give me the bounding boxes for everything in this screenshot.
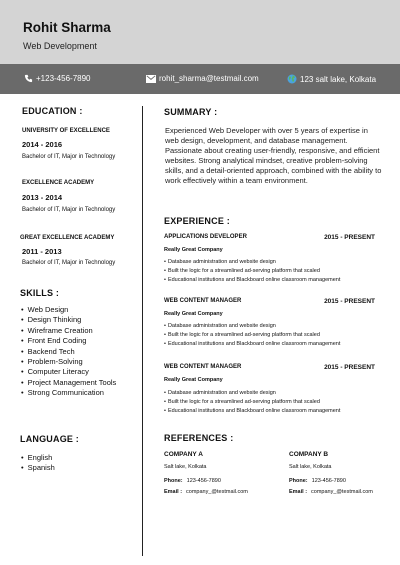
job-company: Really Great Company	[164, 377, 223, 383]
job-bullet: • Educational institutions and Blackboard online classroom management	[164, 276, 340, 285]
reference-phone	[289, 478, 346, 484]
contact-address[interactable]	[287, 74, 376, 84]
mail-icon	[146, 75, 156, 83]
language-item: • Spanish	[21, 463, 55, 473]
skills-list	[21, 305, 116, 399]
job-bullet: • Educational institutions and Blackboard online classroom management	[164, 340, 340, 349]
phone-icon	[24, 74, 33, 83]
education-degree: Bachelor of IT, Major in Technology	[22, 260, 116, 266]
reference-location: Salt lake, Kolkata	[289, 464, 332, 470]
job-company: Really Great Company	[164, 311, 223, 317]
address-text: 123 salt lake, Kolkata	[300, 74, 377, 84]
job-dates: 2015 - PRESENT	[324, 298, 375, 305]
skill-item: • Problem-Solving	[21, 357, 116, 367]
reference-company: COMPANY B	[289, 451, 329, 458]
column-divider	[142, 106, 143, 556]
education-years: 2011 - 2013	[22, 247, 62, 256]
skill-item: • Web Design	[21, 305, 116, 315]
job-bullets	[164, 322, 340, 349]
job-dates: 2015 - PRESENT	[324, 234, 375, 241]
job-title: APPLICATIONS DEVELOPER	[164, 234, 247, 240]
experience-heading: EXPERIENCE :	[164, 216, 230, 226]
education-years: 2014 - 2016	[22, 140, 63, 149]
candidate-role: Web Development	[23, 41, 97, 51]
job-bullet: • Database administration and website design	[164, 322, 340, 331]
phone-text: +123-456-7890	[36, 74, 91, 83]
phone-label: Phone:	[164, 478, 183, 484]
contact-email[interactable]	[146, 74, 259, 83]
skill-item: • Computer Literacy	[21, 367, 116, 377]
job-bullets	[164, 389, 340, 416]
language-item: • English	[21, 453, 55, 463]
summary-heading: SUMMARY :	[164, 107, 218, 117]
skill-item: • Design Thinking	[21, 315, 116, 325]
job-bullet: • Database administration and website design	[164, 389, 340, 398]
language-heading: LANGUAGE :	[20, 434, 79, 444]
job-bullet: • Educational institutions and Blackboard online classroom management	[164, 407, 340, 416]
job-title: WEB CONTENT MANAGER	[164, 364, 242, 370]
job-bullets	[164, 258, 340, 285]
header-banner	[0, 0, 400, 64]
job-bullet: • Built the logic for a streamlined ad-serving platform that scaled	[164, 398, 340, 407]
contact-phone[interactable]	[24, 74, 91, 83]
email-text: rohit_sharma@testmail.com	[159, 74, 259, 83]
reference-location: Salt lake, Kolkata	[164, 464, 207, 470]
skill-item: • Project Management Tools	[21, 378, 116, 388]
email-label: Email :	[164, 489, 183, 495]
education-school: EXCELLENCE ACADEMY	[22, 180, 95, 186]
candidate-name: Rohit Sharma	[23, 20, 111, 35]
contact-bar	[0, 64, 400, 94]
reference-email	[164, 489, 248, 495]
job-bullet: • Database administration and website design	[164, 258, 340, 267]
job-title: WEB CONTENT MANAGER	[164, 298, 242, 304]
education-heading: EDUCATION :	[22, 106, 83, 116]
job-bullet: • Built the logic for a streamlined ad-serving platform that scaled	[164, 331, 340, 340]
reference-phone-value: 123-456-7890	[311, 478, 346, 484]
reference-phone-value: 123-456-7890	[186, 478, 221, 484]
job-company: Really Great Company	[164, 247, 223, 253]
skill-item: • Strong Communication	[21, 388, 116, 398]
skills-heading: SKILLS :	[20, 288, 60, 298]
skill-item: • Front End Coding	[21, 336, 116, 346]
job-dates: 2015 - PRESENT	[324, 364, 375, 371]
education-years: 2013 - 2014	[22, 193, 63, 202]
phone-label: Phone:	[289, 478, 308, 484]
job-bullet: • Built the logic for a streamlined ad-serving platform that scaled	[164, 267, 340, 276]
reference-company: COMPANY A	[164, 451, 203, 458]
education-school: GREAT EXCELLENCE ACADEMY	[20, 235, 115, 241]
email-label: Email :	[289, 489, 308, 495]
education-school: UNIVERSITY OF EXCELLENCE	[22, 128, 110, 134]
skill-item: • Wireframe Creation	[21, 326, 116, 336]
education-degree: Bachelor of IT, Major in Technology	[22, 154, 116, 160]
education-degree: Bachelor of IT, Major in Technology	[22, 207, 116, 213]
references-heading: REFERENCES :	[164, 433, 234, 443]
reference-phone	[164, 478, 221, 484]
reference-email-value[interactable]: company_@testmail.com	[186, 489, 248, 495]
globe-icon	[287, 74, 297, 84]
reference-email-value[interactable]: company_@testmail.com	[311, 489, 373, 495]
reference-email	[289, 489, 373, 495]
language-list	[21, 453, 55, 474]
skill-item: • Backend Tech	[21, 347, 116, 357]
summary-text: Experienced Web Developer with over 5 years of expertise in web design, development, and database management. Passionate about creating user-friendly, responsive, and efficient websites. Strong analytical mindset, creative problem-solving skills, and a detail-oriented approach, combined with the ability to work effectively within a team environment.	[165, 126, 382, 186]
